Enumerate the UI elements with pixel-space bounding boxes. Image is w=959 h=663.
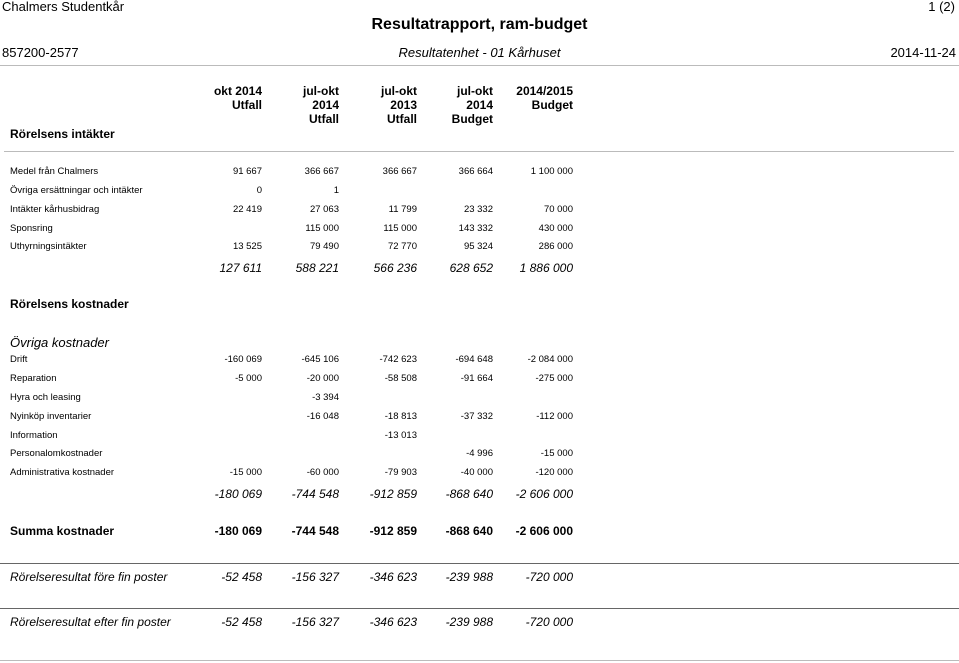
row-label: Administrativa kostnader [10, 467, 115, 478]
result-unit: Resultatenhet - 01 Kårhuset [398, 45, 561, 60]
row-label: Information [10, 430, 58, 441]
row-value: -91 664 [460, 373, 493, 384]
result-before-value: -346 623 [369, 570, 417, 584]
result-before-value: -156 327 [291, 570, 339, 584]
row-value: 143 332 [458, 223, 493, 234]
row-value: 366 664 [458, 166, 493, 177]
row-value: -15 000 [540, 448, 573, 459]
row-value: -5 000 [235, 373, 262, 384]
page-number: 1 (2) [928, 0, 955, 14]
row-value: -79 903 [384, 467, 417, 478]
section-divider [0, 563, 959, 564]
report-title: Resultatrapport, ram-budget [371, 16, 588, 33]
column-header-4: jul-okt 2014 Budget [451, 84, 493, 126]
row-value: 430 000 [538, 223, 573, 234]
row-value: -60 000 [306, 467, 339, 478]
row-value: -275 000 [535, 373, 573, 384]
row-value: 0 [256, 185, 262, 196]
row-value: 115 000 [305, 223, 339, 234]
result-after-value: -52 458 [221, 615, 262, 629]
row-label: Intäkter kårhusbidrag [10, 204, 100, 215]
result-after-value: -346 623 [369, 615, 417, 629]
row-value: 13 525 [232, 241, 262, 252]
row-value: 70 000 [543, 204, 573, 215]
row-value: -58 508 [384, 373, 417, 384]
summa-kostnader-value: -180 069 [214, 524, 262, 538]
costs-heading: Rörelsens kostnader [10, 297, 129, 311]
organization-id: 857200-2577 [2, 45, 79, 60]
row-value: 91 667 [232, 166, 262, 177]
row-label: Personalomkostnader [10, 448, 103, 459]
section-divider [0, 608, 959, 609]
column-header-3: jul-okt 2013 Utfall [381, 84, 417, 126]
row-value: -4 996 [466, 448, 493, 459]
column-header-divider [4, 151, 954, 152]
row-value: 95 324 [463, 241, 493, 252]
organization-name: Chalmers Studentkår [2, 0, 125, 14]
row-value: -16 048 [306, 411, 339, 422]
costs-subheading: Övriga kostnader [10, 335, 109, 350]
row-value: 72 770 [387, 241, 417, 252]
row-label: Drift [10, 354, 28, 365]
row-value: -13 013 [384, 430, 417, 441]
row-label: Nyinköp inventarier [10, 411, 92, 422]
row-value: 286 000 [538, 241, 573, 252]
row-value: 79 490 [309, 241, 339, 252]
row-value: -15 000 [229, 467, 262, 478]
result-before-label: Rörelseresultat före fin poster [10, 570, 168, 584]
row-value: -18 813 [384, 411, 417, 422]
costs-total-value: -2 606 000 [515, 487, 573, 501]
row-label: Hyra och leasing [10, 392, 81, 403]
row-value: 366 667 [304, 166, 339, 177]
summa-kostnader-value: -912 859 [369, 524, 417, 538]
income-total-value: 628 652 [449, 261, 493, 275]
result-before-value: -720 000 [525, 570, 573, 584]
row-value: 1 [333, 185, 339, 196]
row-value: -37 332 [460, 411, 493, 422]
income-total-value: 1 886 000 [519, 261, 573, 275]
summa-kostnader-value: -868 640 [445, 524, 493, 538]
row-label: Sponsring [10, 223, 53, 234]
row-value: 366 667 [382, 166, 417, 177]
row-value: -742 623 [379, 354, 417, 365]
row-value: -120 000 [535, 467, 573, 478]
column-header-1: okt 2014 Utfall [213, 84, 262, 112]
row-label: Medel från Chalmers [10, 166, 99, 177]
income-total-value: 566 236 [373, 261, 417, 275]
costs-total-value: -912 859 [369, 487, 417, 501]
result-before-value: -239 988 [445, 570, 493, 584]
row-value: -3 394 [312, 392, 339, 403]
row-value: -112 000 [536, 411, 573, 422]
result-after-value: -156 327 [291, 615, 339, 629]
result-after-label: Rörelseresultat efter fin poster [10, 615, 171, 629]
section-divider [0, 660, 959, 661]
row-value: -20 000 [306, 373, 339, 384]
income-heading: Rörelsens intäkter [10, 127, 115, 141]
row-value: -694 648 [455, 354, 493, 365]
summa-kostnader-label: Summa kostnader [10, 524, 115, 538]
column-header-2: jul-okt 2014 Utfall [303, 84, 339, 126]
result-after-value: -720 000 [525, 615, 573, 629]
row-value: 115 000 [383, 223, 417, 234]
header-divider [0, 65, 959, 66]
result-after-value: -239 988 [445, 615, 493, 629]
row-value: -160 069 [224, 354, 262, 365]
costs-total-value: -868 640 [445, 487, 493, 501]
summa-kostnader-value: -2 606 000 [515, 524, 573, 538]
income-total-value: 588 221 [295, 261, 339, 275]
report-date: 2014-11-24 [890, 45, 956, 60]
row-label: Övriga ersättningar och intäkter [10, 185, 143, 196]
result-before-value: -52 458 [221, 570, 262, 584]
row-value: 27 063 [309, 204, 339, 215]
costs-total-value: -744 548 [291, 487, 339, 501]
row-value: 11 799 [388, 204, 417, 215]
column-header-5: 2014/2015 Budget [516, 84, 573, 112]
row-value: 22 419 [232, 204, 262, 215]
row-label: Uthyrningsintäkter [10, 241, 87, 252]
row-value: -2 084 000 [527, 354, 573, 365]
row-label: Reparation [10, 373, 57, 384]
row-value: 1 100 000 [530, 166, 573, 177]
income-total-value: 127 611 [219, 261, 262, 275]
row-value: -645 106 [301, 354, 339, 365]
row-value: 23 332 [463, 204, 493, 215]
summa-kostnader-value: -744 548 [291, 524, 339, 538]
costs-total-value: -180 069 [214, 487, 262, 501]
row-value: -40 000 [460, 467, 493, 478]
